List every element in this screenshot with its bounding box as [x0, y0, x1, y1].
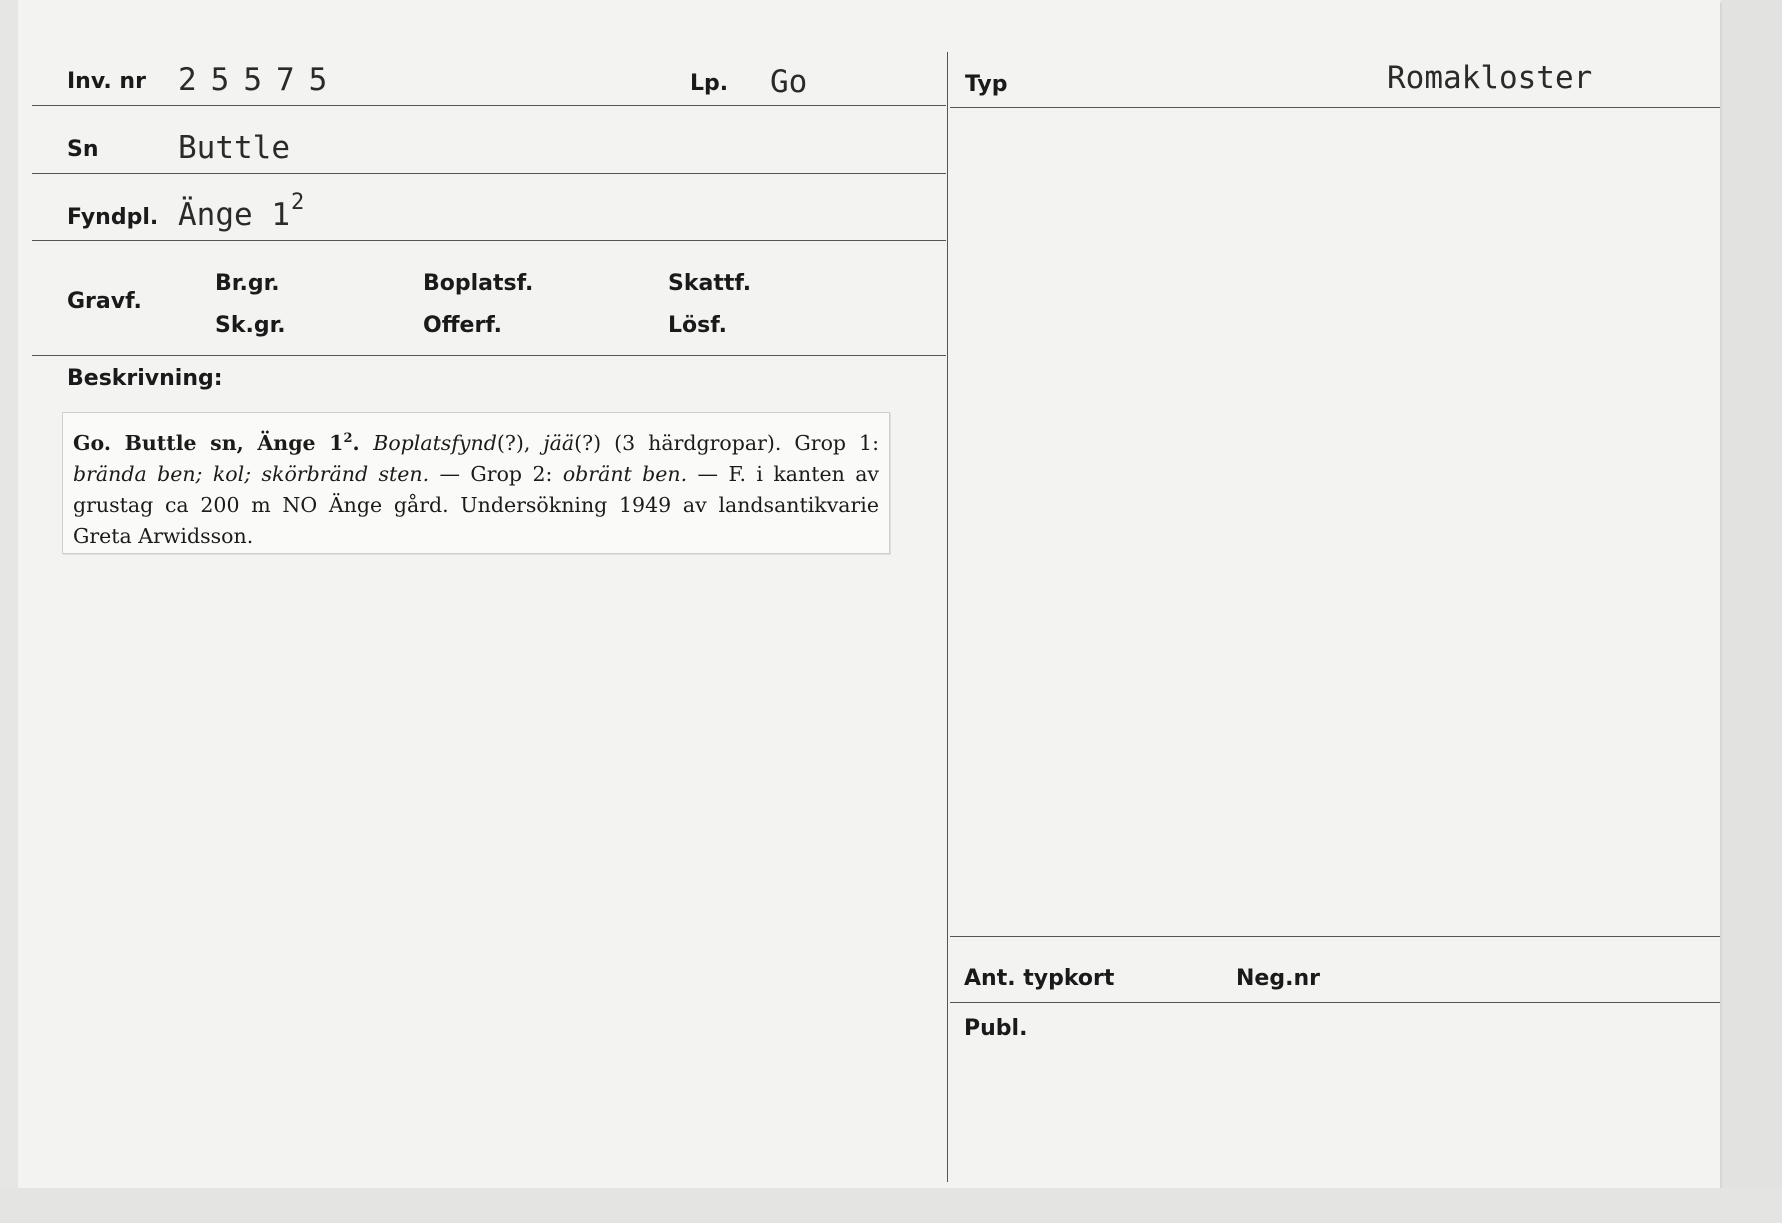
beskrivning-label: Beskrivning:: [67, 366, 223, 391]
rule-typ-row: [950, 107, 1720, 108]
description-slip: Go. Buttle sn, Änge $1^2$. Boplatsfynd(?), jää(?) (3 härdgropar). Grop 1: brända ben; kol; skörbränd sten. — Grop 2: obränt ben. — F. i kanten av grustag ca 200 m NO Änge gård. Undersökning 1949 av landsantikvarie Greta Arwidsson.: [62, 412, 890, 554]
br-gr-label: Br.gr.: [215, 271, 280, 296]
fyndpl-value: [178, 190, 305, 233]
rule-fyndpl-row: [32, 240, 946, 241]
typ-label: Typ: [965, 72, 1008, 97]
rule-gravf-row: [32, 355, 946, 356]
rule-inv-row: [32, 105, 946, 106]
sn-label: Sn: [67, 137, 99, 162]
sn-value: Buttle: [178, 130, 290, 166]
skattf-label: Skattf.: [668, 271, 752, 296]
description-period: jää: [543, 430, 575, 455]
description-find-type: Boplatsfynd: [373, 430, 497, 455]
rule-typkort-top: [950, 936, 1720, 937]
column-divider: [947, 52, 948, 1182]
description-heading: Go. Buttle sn, Änge $1^2$.: [73, 430, 374, 455]
description-grop1-finds: brända ben; kol; skörbränd sten.: [73, 461, 430, 486]
sk-gr-label: Sk.gr.: [215, 313, 286, 338]
rule-typkort-bottom: [950, 1002, 1720, 1003]
neg-nr-label: Neg.nr: [1236, 966, 1320, 991]
ant-typkort-label: Ant. typkort: [964, 966, 1115, 991]
inv-nr-label: Inv. nr: [67, 69, 146, 94]
losf-label: Lösf.: [668, 313, 727, 338]
card-edge-right: [1722, 0, 1782, 1223]
rule-sn-row: [32, 173, 946, 174]
inv-nr-value: 25575: [178, 62, 342, 98]
fyndpl-label: Fyndpl.: [67, 205, 159, 230]
card-edge-bottom: [0, 1188, 1782, 1223]
offerf-label: Offerf.: [423, 313, 503, 338]
publ-label: Publ.: [964, 1016, 1028, 1041]
typ-value: Romakloster: [1387, 60, 1593, 96]
lp-label: Lp.: [690, 71, 729, 96]
description-grop2-finds: obränt ben.: [562, 461, 688, 486]
catalog-card: [18, 0, 1720, 1188]
lp-value: Go: [770, 64, 808, 100]
fyndpl-text: Änge 1: [178, 197, 290, 233]
fyndpl-superscript: 2: [290, 190, 305, 215]
boplatsf-label: Boplatsf.: [423, 271, 534, 296]
gravf-label: Gravf.: [67, 289, 142, 314]
